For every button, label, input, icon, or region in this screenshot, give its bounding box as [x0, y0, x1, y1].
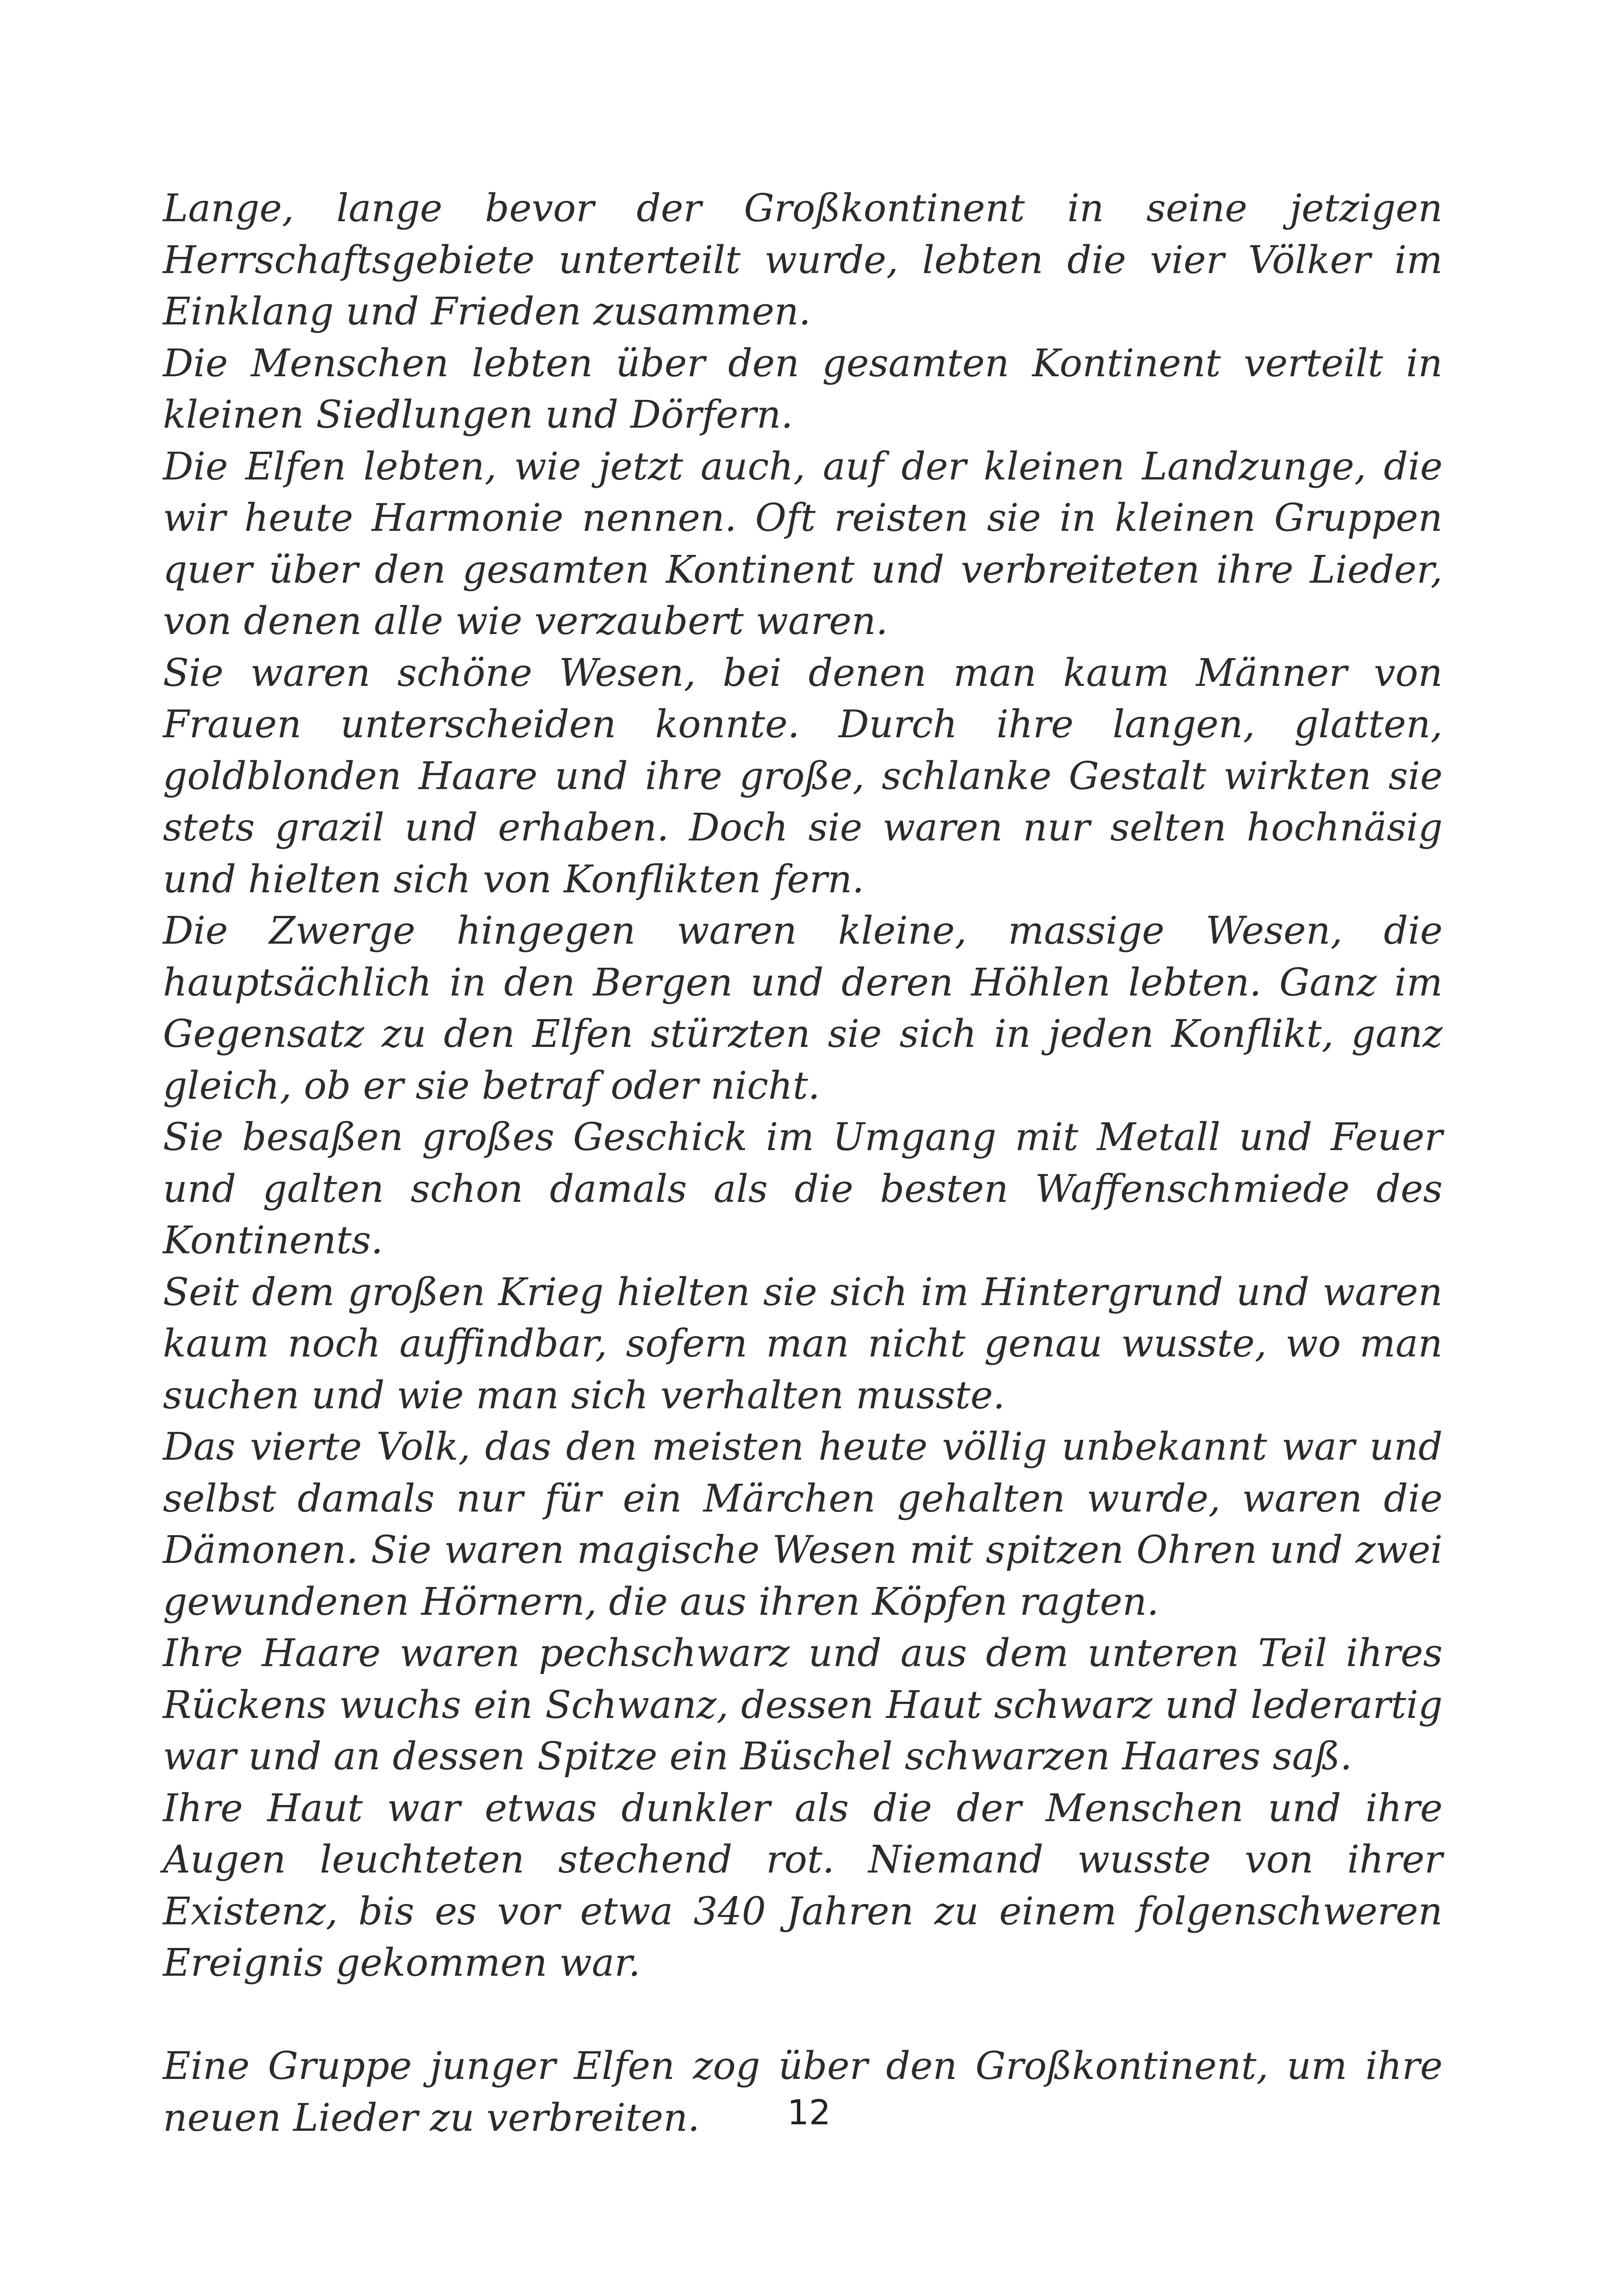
- paragraph-6: Sie besaßen großes Geschick im Umgang mit Metall und Feuer und galten schon damals als die besten Waffenschmiede des Kontinents.: [163, 1115, 1443, 1263]
- page-number: 12: [787, 2093, 831, 2133]
- paragraph-9: Ihre Haare waren pechschwarz und aus dem unteren Teil ihres Rückens wuchs ein Schwanz, dessen Haut schwarz und lederartig war und an dessen Spitze ein Büschel schwarzen Haares saß.: [163, 1631, 1443, 1779]
- paragraph-8: Das vierte Volk, das den meisten heute völlig unbekannt war und selbst damals nur für ein Märchen gehalten wurde, waren die Dämonen. Sie waren magische Wesen mit spitzen Ohren und zwei gewundenen Hörnern, die aus ihren Köpfen ragten.: [163, 1425, 1443, 1624]
- paragraph-4: Sie waren schöne Wesen, bei denen man kaum Männer von Frauen unterscheiden konnte. Durch ihre langen, glatten, goldblonden Haare und ihre große, schlanke Gestalt wirkten sie stets grazil und erhaben. Doch sie waren nur selten hochnäsig und hielten sich von Konflikten fern.: [163, 651, 1443, 902]
- paragraph-3: Die Elfen lebten, wie jetzt auch, auf der kleinen Landzunge, die wir heute Harmonie nennen. Oft reisten sie in kleinen Gruppen quer über den gesamten Kontinent und verbreiteten ihre Lieder, von denen alle wie verzaubert waren.: [163, 444, 1443, 643]
- paragraph-2: Die Menschen lebten über den gesamten Kontinent verteilt in kleinen Siedlungen und Dörfern.: [163, 341, 1443, 437]
- paragraph-5: Die Zwerge hingegen waren kleine, massige Wesen, die hauptsächlich in den Bergen und deren Höhlen lebten. Ganz im Gegensatz zu den Elfen stürzten sie sich in jeden Konflikt, ganz gleich, ob er sie betraf oder nicht.: [163, 909, 1443, 1108]
- body-text: [163, 183, 1443, 2144]
- paragraph-10: Ihre Haut war etwas dunkler als die der Menschen und ihre Augen leuchteten stechend rot. Niemand wusste von ihrer Existenz, bis es vor etwa 340 Jahren zu einem folgenschweren Ereignis gekommen war.: [163, 1786, 1443, 1985]
- paragraph-1: Lange, lange bevor der Großkontinent in seine jetzigen Herrschaftsgebiete unterteilt wurde, lebten die vier Völker im Einklang und Frieden zusammen.: [163, 187, 1443, 334]
- paragraph-7: Seit dem großen Krieg hielten sie sich im Hintergrund und waren kaum noch auffindbar, sofern man nicht genau wusste, wo man suchen und wie man sich verhalten musste.: [163, 1270, 1443, 1418]
- paragraph-11: Eine Gruppe junger Elfen zog über den Großkontinent, um ihre neuen Lieder zu verbreiten.: [163, 2044, 1443, 2140]
